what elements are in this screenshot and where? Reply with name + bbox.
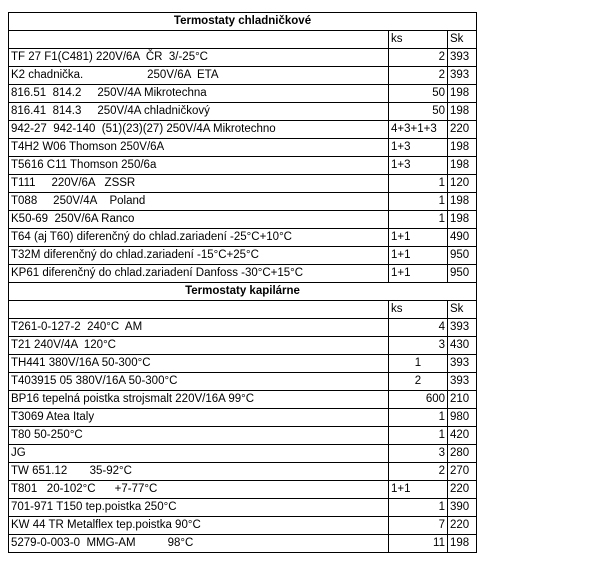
item-quantity: 1+3 xyxy=(389,139,448,157)
table-row xyxy=(9,157,477,175)
item-description: T64 (aj T60) diferenčný do chlad.zariadení -25°C+10°C xyxy=(9,229,389,247)
item-description: 5279-0-003-0 MMG-AM 98°C xyxy=(9,535,389,553)
table-row xyxy=(9,499,477,517)
item-quantity: 2 xyxy=(389,49,448,67)
table-row xyxy=(9,337,477,355)
item-description: TW 651.12 35-92°C xyxy=(9,463,389,481)
header-blank-cell xyxy=(9,31,389,49)
item-quantity: 1 xyxy=(389,193,448,211)
item-quantity: 2 xyxy=(389,373,448,391)
section-title: Termostaty kapilárne xyxy=(9,283,477,301)
item-price: 980 xyxy=(448,409,477,427)
header-ks: ks xyxy=(389,301,448,319)
item-quantity: 7 xyxy=(389,517,448,535)
item-description: K2 chadnička. 250V/6A ETA xyxy=(9,67,389,85)
table-row xyxy=(9,319,477,337)
table-row xyxy=(9,355,477,373)
item-description: TF 27 F1(C481) 220V/6A ČR 3/-25°C xyxy=(9,49,389,67)
item-description: 816.41 814.3 250V/4A chladničkový xyxy=(9,103,389,121)
item-quantity: 4+3+1+3 xyxy=(389,121,448,139)
item-quantity: 1+1 xyxy=(389,229,448,247)
item-description: T111 220V/6A ZSSR xyxy=(9,175,389,193)
item-price: 393 xyxy=(448,355,477,373)
item-price: 220 xyxy=(448,121,477,139)
table-row xyxy=(9,193,477,211)
item-quantity: 1+1 xyxy=(389,265,448,283)
table-row xyxy=(9,121,477,139)
item-price: 950 xyxy=(448,265,477,283)
table-row xyxy=(9,85,477,103)
item-description: T80 50-250°C xyxy=(9,427,389,445)
header-blank-cell xyxy=(9,301,389,319)
item-price: 198 xyxy=(448,139,477,157)
item-price: 280 xyxy=(448,445,477,463)
column-header-row xyxy=(9,31,477,49)
item-price: 430 xyxy=(448,337,477,355)
item-price: 120 xyxy=(448,175,477,193)
item-description: T261-0-127-2 240°C AM xyxy=(9,319,389,337)
item-quantity: 2 xyxy=(389,463,448,481)
item-quantity: 50 xyxy=(389,103,448,121)
header-sk: Sk xyxy=(448,301,477,319)
table-row xyxy=(9,175,477,193)
item-description: K50-69 250V/6A Ranco xyxy=(9,211,389,229)
item-quantity: 1+1 xyxy=(389,247,448,265)
item-quantity: 1 xyxy=(389,211,448,229)
table-row xyxy=(9,445,477,463)
table-row xyxy=(9,409,477,427)
item-description: T32M diferenčný do chlad.zariadení -15°C+25°C xyxy=(9,247,389,265)
item-description: T3069 Atea Italy xyxy=(9,409,389,427)
item-price: 393 xyxy=(448,67,477,85)
item-price: 270 xyxy=(448,463,477,481)
item-price: 393 xyxy=(448,319,477,337)
item-price: 198 xyxy=(448,193,477,211)
item-description: T4H2 W06 Thomson 250V/6A xyxy=(9,139,389,157)
item-description: TH441 380V/16A 50-300°C xyxy=(9,355,389,373)
item-price: 950 xyxy=(448,247,477,265)
table-row xyxy=(9,265,477,283)
table-row xyxy=(9,481,477,499)
item-price: 198 xyxy=(448,103,477,121)
item-quantity: 2 xyxy=(389,67,448,85)
item-description: KW 44 TR Metalflex tep.poistka 90°C xyxy=(9,517,389,535)
item-quantity: 1+1 xyxy=(389,481,448,499)
section-title-row xyxy=(9,283,477,301)
column-header-row xyxy=(9,301,477,319)
table-row xyxy=(9,49,477,67)
item-quantity: 1 xyxy=(389,175,448,193)
item-description: T801 20-102°C +7-77°C xyxy=(9,481,389,499)
item-description: JG xyxy=(9,445,389,463)
table-row xyxy=(9,373,477,391)
item-quantity: 1 xyxy=(389,355,448,373)
item-description: 816.51 814.2 250V/4A Mikrotechna xyxy=(9,85,389,103)
item-description: 701-971 T150 tep.poistka 250°C xyxy=(9,499,389,517)
item-description: T403915 05 380V/16A 50-300°C xyxy=(9,373,389,391)
item-quantity: 3 xyxy=(389,445,448,463)
item-price: 210 xyxy=(448,391,477,409)
table-row xyxy=(9,247,477,265)
item-price: 198 xyxy=(448,85,477,103)
price-list-body xyxy=(9,13,477,553)
header-sk: Sk xyxy=(448,31,477,49)
table-row xyxy=(9,139,477,157)
item-quantity: 11 xyxy=(389,535,448,553)
price-list-table xyxy=(8,12,477,553)
table-row xyxy=(9,211,477,229)
item-quantity: 4 xyxy=(389,319,448,337)
item-price: 198 xyxy=(448,535,477,553)
item-price: 390 xyxy=(448,499,477,517)
item-price: 198 xyxy=(448,211,477,229)
item-description: T21 240V/4A 120°C xyxy=(9,337,389,355)
item-quantity: 1+3 xyxy=(389,157,448,175)
item-description: KP61 diferenčný do chlad.zariadení Danfoss -30°C+15°C xyxy=(9,265,389,283)
item-description: 942-27 942-140 (51)(23)(27) 250V/4A Mikrotechno xyxy=(9,121,389,139)
item-description: T088 250V/4A Poland xyxy=(9,193,389,211)
item-price: 420 xyxy=(448,427,477,445)
header-ks: ks xyxy=(389,31,448,49)
item-price: 393 xyxy=(448,373,477,391)
table-row xyxy=(9,67,477,85)
item-description: BP16 tepelná poistka strojsmalt 220V/16A 99°C xyxy=(9,391,389,409)
table-row xyxy=(9,103,477,121)
item-quantity: 1 xyxy=(389,427,448,445)
section-title-row xyxy=(9,13,477,31)
item-price: 393 xyxy=(448,49,477,67)
item-price: 220 xyxy=(448,481,477,499)
item-quantity: 50 xyxy=(389,85,448,103)
table-row xyxy=(9,229,477,247)
item-quantity: 1 xyxy=(389,409,448,427)
item-quantity: 600 xyxy=(389,391,448,409)
table-row xyxy=(9,463,477,481)
table-row xyxy=(9,391,477,409)
table-row xyxy=(9,427,477,445)
item-price: 490 xyxy=(448,229,477,247)
table-row xyxy=(9,535,477,553)
item-price: 220 xyxy=(448,517,477,535)
item-quantity: 3 xyxy=(389,337,448,355)
item-price: 198 xyxy=(448,157,477,175)
section-title: Termostaty chladničkové xyxy=(9,13,477,31)
item-quantity: 1 xyxy=(389,499,448,517)
item-description: T5616 C11 Thomson 250/6a xyxy=(9,157,389,175)
table-row xyxy=(9,517,477,535)
